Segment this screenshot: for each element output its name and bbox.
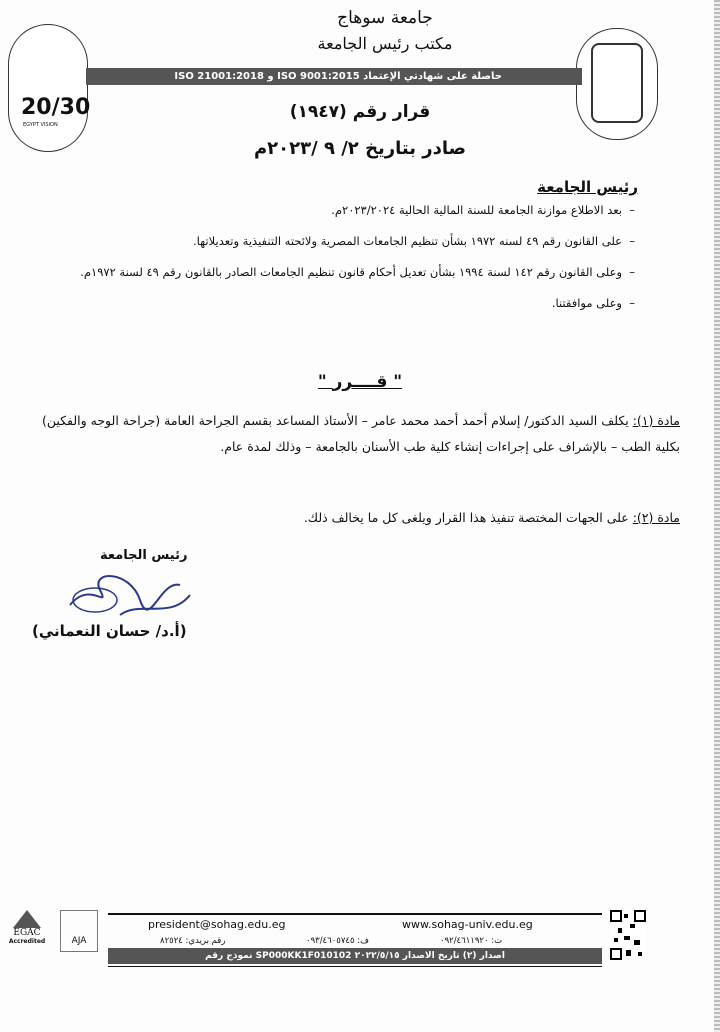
preamble-list <box>40 200 640 323</box>
article-label: مادة (١): <box>632 413 680 428</box>
article-1 <box>18 408 680 459</box>
office-name: مكتب رئيس الجامعة <box>317 34 453 53</box>
addressee-heading: رئيس الجامعة <box>537 178 638 196</box>
article-text: يكلف السيد الدكتور/ إسلام أحمد أحمد محمد عامر – الأستاذ المساعد بقسم الجراحة العامة (جراحة الوجه والفكين) بكلية الطب – بالإشراف على إجراءات إنشاء كلية طب الأسنان بالجامعة – وذلك لمدة عام. <box>41 413 680 454</box>
handwritten-signature <box>60 560 200 630</box>
university-name: جامعة سوهاج <box>337 8 433 28</box>
signature-title: رئيس الجامعة <box>100 548 188 563</box>
preamble-item: – وعلى موافقتنا. <box>40 293 622 315</box>
footer-website[interactable]: www.sohag-univ.edu.eg <box>402 918 533 931</box>
preamble-item: – وعلى القانون رقم ١٤٢ لسنة ١٩٩٤ بشأن تعديل أحكام قانون تنظيم الجامعات الصادر بالقانون رقم ٤٩ لسنة ١٩٧٢م. <box>40 262 622 284</box>
footer-email[interactable]: president@sohag.edu.eg <box>148 918 286 931</box>
vision-caption: EGYPT VISION <box>23 122 58 128</box>
decision-number: قرار رقم (١٩٤٧) <box>289 102 431 122</box>
decision-date: صادر بتاريخ ٢/ ٩ /٢٠٢٣م <box>253 138 467 159</box>
article-text: على الجهات المختصة تنفيذ هذا القرار ويلغى كل ما يخالف ذلك. <box>303 510 629 525</box>
egac-logo <box>4 910 50 945</box>
decided-heading: " قــــرر " <box>317 372 403 392</box>
certification-band: حاصلة على شهادتي الإعتماد ISO 9001:2015 و ISO 21001:2018 <box>86 68 582 85</box>
egac-sub: Accredited <box>8 938 46 945</box>
form-number-band: نموذج رقم SP000KK1F010102 اصدار (٢) تاريخ الاصدار ٢٠٢٢/٥/١٥ <box>108 948 602 964</box>
vision-logo-text: 20/30 <box>21 95 91 120</box>
signatory-name: (أ.د/ حسان النعماني) <box>32 622 187 640</box>
qr-code-icon <box>610 910 646 960</box>
aja-logo: AJA <box>60 910 98 952</box>
article-label: مادة (٢): <box>632 510 680 525</box>
footer-rule <box>108 913 602 915</box>
preamble-item: – على القانون رقم ٤٩ لسنه ١٩٧٢ بشأن تنظيم الجامعات المصرية ولائحته التنفيذية وتعديلاتها. <box>40 231 622 253</box>
footer-fax: ف: ٠٩٣/٤٦٠٥٧٤٥ <box>306 936 369 946</box>
footer-po-box: رقم بريدي: ٨٢٥٢٤ <box>160 936 226 946</box>
article-2 <box>18 510 680 525</box>
footer-phone: ت: ٠٩٢/٤٦١١٩٢٠ <box>440 936 503 946</box>
egac-text: EGAC <box>13 928 41 938</box>
footer-rule-bottom <box>108 966 602 967</box>
preamble-item: – بعد الاطلاع موازنة الجامعة للسنة المالية الحالية ٢٠٢٣/٢٠٢٤م. <box>40 200 622 222</box>
